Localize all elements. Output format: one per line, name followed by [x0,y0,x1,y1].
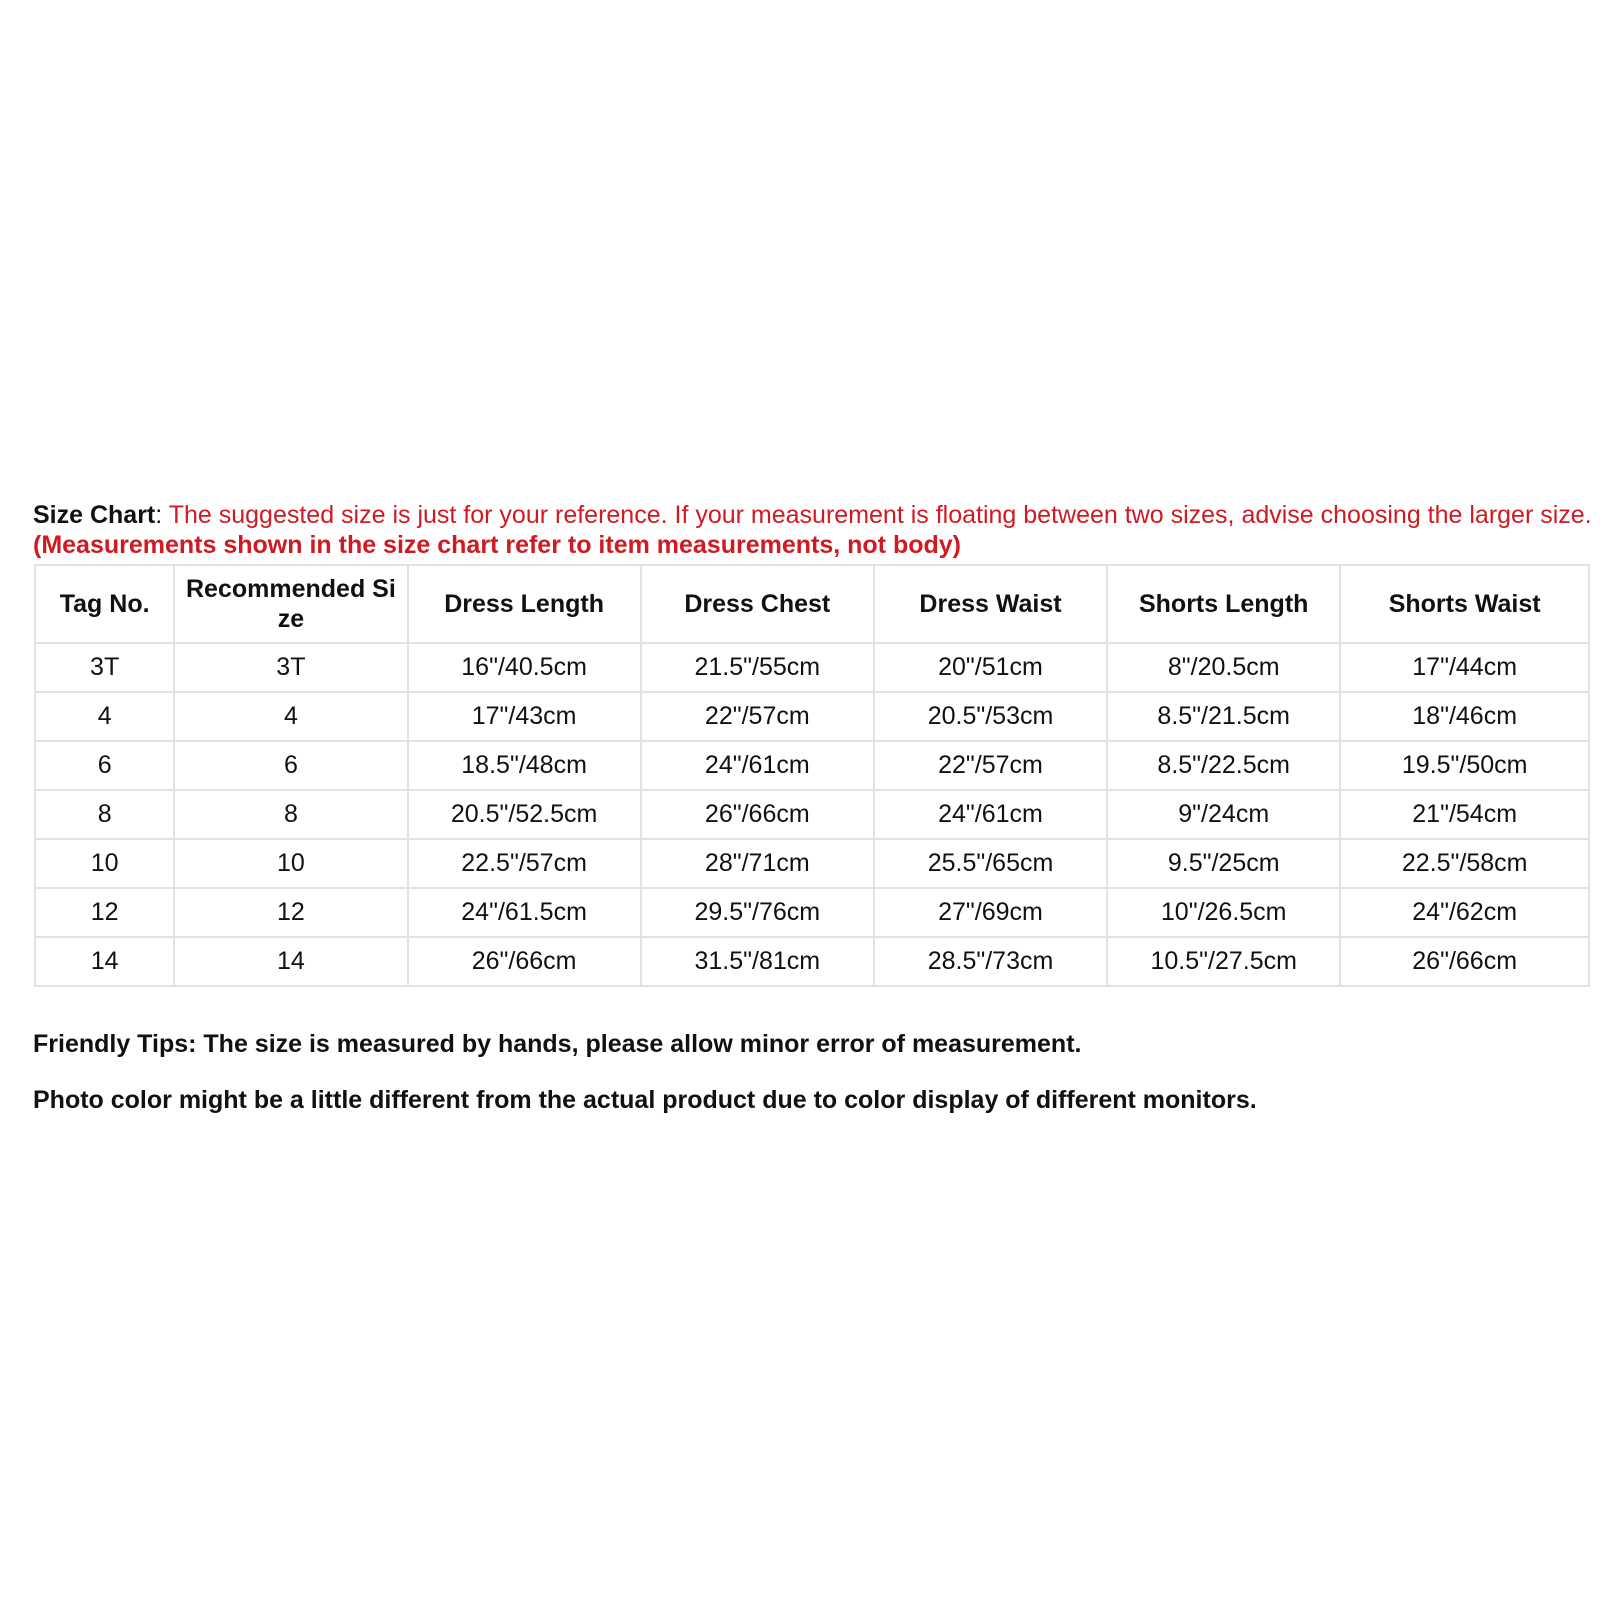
size-chart-colon: : [155,501,163,529]
cell-dress-length: 17"/43cm [408,692,641,741]
size-table [34,564,1590,987]
table-row [35,692,1589,741]
cell-shorts-waist: 26"/66cm [1340,937,1589,986]
cell-shorts-waist: 24"/62cm [1340,888,1589,937]
cell-shorts-waist: 18"/46cm [1340,692,1589,741]
table-header-row [35,565,1589,643]
cell-dress-chest: 28"/71cm [641,839,874,888]
header-shorts-length: Shorts Length [1107,565,1340,643]
cell-tag-no: 14 [35,937,174,986]
header-dress-chest: Dress Chest [641,565,874,643]
cell-tag-no: 4 [35,692,174,741]
cell-shorts-waist: 21"/54cm [1340,790,1589,839]
cell-shorts-length: 8.5"/21.5cm [1107,692,1340,741]
cell-tag-no: 10 [35,839,174,888]
header-shorts-waist: Shorts Waist [1340,565,1589,643]
cell-shorts-length: 8.5"/22.5cm [1107,741,1340,790]
table-row [35,741,1589,790]
size-chart-measurement-note: (Measurements shown in the size chart refer to item measurements, not body) [33,531,961,559]
table-row [35,643,1589,692]
table-row [35,888,1589,937]
cell-shorts-length: 10"/26.5cm [1107,888,1340,937]
size-chart-lead: Size Chart [33,501,156,529]
cell-dress-waist: 20"/51cm [874,643,1107,692]
cell-tag-no: 3T [35,643,174,692]
table-row [35,839,1589,888]
cell-recommended-size: 14 [174,937,407,986]
cell-dress-length: 22.5"/57cm [408,839,641,888]
cell-shorts-length: 10.5"/27.5cm [1107,937,1340,986]
cell-tag-no: 6 [35,741,174,790]
table-row [35,790,1589,839]
cell-dress-waist: 24"/61cm [874,790,1107,839]
cell-dress-length: 16"/40.5cm [408,643,641,692]
header-recommended-size: Recommended Si ze [174,565,407,643]
cell-dress-length: 18.5"/48cm [408,741,641,790]
cell-shorts-length: 9"/24cm [1107,790,1340,839]
cell-shorts-waist: 22.5"/58cm [1340,839,1589,888]
header-dress-length: Dress Length [408,565,641,643]
cell-dress-waist: 20.5"/53cm [874,692,1107,741]
cell-recommended-size: 6 [174,741,407,790]
cell-recommended-size: 4 [174,692,407,741]
cell-dress-chest: 31.5"/81cm [641,937,874,986]
cell-recommended-size: 12 [174,888,407,937]
friendly-tips: Friendly Tips: The size is measured by hands, please allow minor error of measurement. [33,1030,1082,1058]
cell-recommended-size: 10 [174,839,407,888]
cell-dress-waist: 28.5"/73cm [874,937,1107,986]
cell-dress-length: 26"/66cm [408,937,641,986]
cell-recommended-size: 3T [174,643,407,692]
cell-shorts-waist: 17"/44cm [1340,643,1589,692]
size-chart-intro [33,500,1593,560]
cell-tag-no: 8 [35,790,174,839]
photo-color-note: Photo color might be a little different from the actual product due to color display of different monitors. [33,1086,1257,1114]
cell-recommended-size: 8 [174,790,407,839]
cell-shorts-length: 9.5"/25cm [1107,839,1340,888]
cell-dress-chest: 26"/66cm [641,790,874,839]
cell-dress-chest: 24"/61cm [641,741,874,790]
table-row [35,937,1589,986]
cell-tag-no: 12 [35,888,174,937]
size-chart-reference-note: The suggested size is just for your reference. If your measurement is floating between two sizes, advise choosing the larger size. [162,501,1592,529]
cell-dress-waist: 22"/57cm [874,741,1107,790]
cell-dress-chest: 22"/57cm [641,692,874,741]
header-tag-no: Tag No. [35,565,174,643]
cell-dress-chest: 21.5"/55cm [641,643,874,692]
header-dress-waist: Dress Waist [874,565,1107,643]
cell-dress-length: 24"/61.5cm [408,888,641,937]
cell-dress-chest: 29.5"/76cm [641,888,874,937]
cell-dress-length: 20.5"/52.5cm [408,790,641,839]
cell-dress-waist: 25.5"/65cm [874,839,1107,888]
cell-shorts-waist: 19.5"/50cm [1340,741,1589,790]
cell-dress-waist: 27"/69cm [874,888,1107,937]
cell-shorts-length: 8"/20.5cm [1107,643,1340,692]
